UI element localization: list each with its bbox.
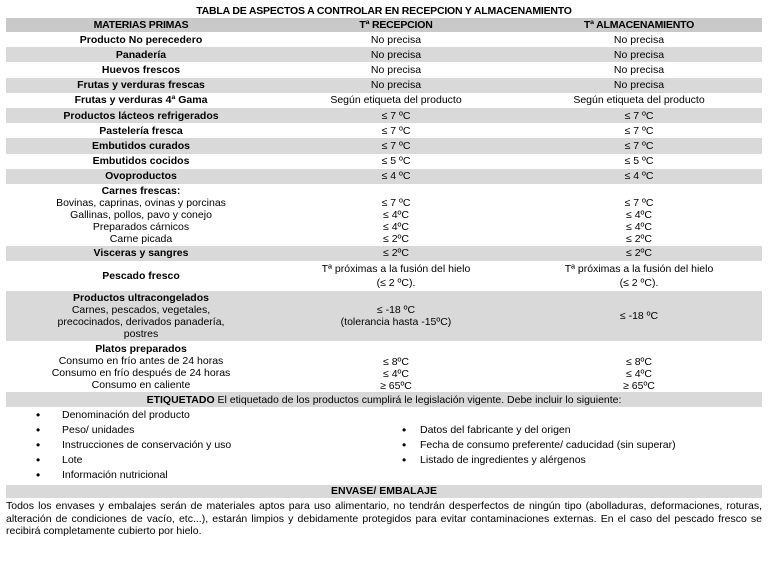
row-name: Huevos frescos	[6, 62, 276, 77]
carnes-value: ≤ 4ºC	[626, 208, 652, 221]
ultra-recepcion	[276, 291, 516, 341]
carnes-value: ≤ 7 ºC	[624, 196, 654, 209]
table-row	[6, 78, 762, 93]
ultra-recepcion-l2: (tolerancia hasta -15ºC)	[340, 316, 452, 329]
etiquetado-left-column	[6, 408, 386, 483]
table-row-pescado	[6, 261, 762, 291]
list-item: • Información nutricional	[36, 468, 386, 483]
row-almacenamiento: No precisa	[516, 47, 762, 62]
row-name: Embutidos curados	[6, 138, 276, 153]
carnes-value: ≤ 2ºC	[383, 232, 409, 245]
carnes-value: ≤ 4ºC	[383, 208, 409, 221]
row-almacenamiento: ≤ 7 ºC	[516, 138, 762, 153]
row-recepcion: No precisa	[276, 32, 516, 47]
header-recepcion: Tª RECEPCION	[276, 18, 516, 32]
row-name: Embutidos cocidos	[6, 154, 276, 169]
carnes-item: Preparados cárnicos	[92, 220, 190, 233]
platos-value: ≤ 4ºC	[383, 367, 409, 380]
list-item: • Datos del fabricante y del origen	[402, 423, 676, 438]
platos-item: Consumo en caliente	[91, 379, 191, 392]
row-recepcion: ≤ 7 ºC	[276, 138, 516, 153]
table-row	[6, 246, 762, 261]
carnes-names	[6, 184, 276, 246]
pescado-almacenamiento	[516, 261, 762, 291]
carnes-value: ≤ 4ºC	[383, 220, 409, 233]
pescado-almacenamiento-l2: (≤ 2 ºC).	[619, 277, 659, 290]
header-materias: MATERIAS PRIMAS	[6, 18, 276, 32]
row-name: Ovoproductos	[6, 169, 276, 184]
row-name: Pescado fresco	[6, 261, 276, 291]
row-almacenamiento: ≤ 5 ºC	[516, 154, 762, 169]
row-name: Frutas y verduras 4ª Gama	[6, 93, 276, 108]
header-almacenamiento: Tª ALMACENAMIENTO	[516, 18, 762, 32]
platos-value: ≤ 8ºC	[626, 355, 652, 368]
header-row	[6, 18, 762, 32]
row-name: Productos lácteos refrigerados	[6, 108, 276, 123]
row-recepcion: ≤ 7 ºC	[276, 123, 516, 138]
temperature-table	[6, 4, 762, 407]
row-name: Visceras y sangres	[6, 246, 276, 261]
etiquetado-row	[6, 392, 762, 407]
row-recepcion: No precisa	[276, 62, 516, 77]
pescado-almacenamiento-l1: Tª próximas a la fusión del hielo	[564, 263, 714, 276]
row-almacenamiento: No precisa	[516, 78, 762, 93]
platos-value: ≥ 65ºC	[623, 379, 655, 392]
pescado-recepcion-l1: Tª próximas a la fusión del hielo	[321, 263, 471, 276]
carnes-value: ≤ 4ºC	[626, 220, 652, 233]
table-row	[6, 62, 762, 77]
etiquetado-right-column	[386, 408, 762, 483]
row-recepcion: ≤ 5 ºC	[276, 154, 516, 169]
platos-almacenamiento	[516, 341, 762, 392]
document	[6, 4, 762, 538]
etiquetado-intro	[6, 392, 762, 407]
platos-item: Consumo en frío antes de 24 horas	[58, 355, 224, 368]
platos-value: ≤ 8ºC	[383, 355, 409, 368]
table-row	[6, 93, 762, 108]
etiquetado-label: ETIQUETADO	[146, 393, 215, 406]
carnes-item: Gallinas, pollos, pavo y conejo	[70, 208, 212, 221]
pescado-recepcion	[276, 261, 516, 291]
platos-value: ≤ 4ºC	[626, 367, 652, 380]
platos-item: Consumo en frío después de 24 horas	[51, 367, 231, 380]
carnes-heading: Carnes frescas:	[101, 184, 181, 197]
etiquetado-list	[6, 407, 762, 485]
table-row	[6, 138, 762, 153]
table-title-row	[6, 4, 762, 18]
list-item: • Listado de ingredientes y alérgenos	[402, 453, 676, 468]
row-name: Producto No perecedero	[6, 32, 276, 47]
row-almacenamiento: ≤ 2ºC	[516, 246, 762, 261]
envase-text: Todos los envases y embalajes serán de materiales aptos para uso alimentario, no tendrán desperfectos de ningún tipo (abolladuras, deformaciones, roturas, alteración de condiciones de vacío, etc...), estarán limpios y debidamente protegidos para evitar contaminaciones externas. En el caso del pescado fresco se recibirá completamente cubierto por hielo.	[6, 500, 762, 538]
platos-names	[6, 341, 276, 392]
table-row-platos	[6, 341, 762, 392]
row-almacenamiento: No precisa	[516, 62, 762, 77]
list-item: • Instrucciones de conservación y uso	[36, 438, 386, 453]
row-recepcion: Según etiqueta del producto	[276, 93, 516, 108]
row-recepcion: No precisa	[276, 78, 516, 93]
pescado-recepcion-l2: (≤ 2 ºC).	[376, 277, 416, 290]
table-row	[6, 47, 762, 62]
envase-heading: ENVASE/ EMBALAJE	[6, 485, 762, 498]
row-name: Pastelería fresca	[6, 123, 276, 138]
carnes-value: ≤ 7 ºC	[381, 196, 411, 209]
carnes-item: Bovinas, caprinas, ovinas y porcinas	[56, 196, 226, 209]
platos-heading: Platos preparados	[95, 343, 187, 356]
row-almacenamiento: ≤ 4 ºC	[516, 169, 762, 184]
list-item: • Peso/ unidades	[36, 423, 386, 438]
row-almacenamiento: No precisa	[516, 32, 762, 47]
ultra-almacenamiento: ≤ -18 ºC	[516, 291, 762, 341]
row-almacenamiento: Según etiqueta del producto	[516, 93, 762, 108]
row-recepcion: ≤ 4 ºC	[276, 169, 516, 184]
list-item: • Lote	[36, 453, 386, 468]
row-name: Panadería	[6, 47, 276, 62]
carnes-recepcion	[276, 184, 516, 246]
platos-value: ≥ 65ºC	[380, 379, 412, 392]
row-recepcion: No precisa	[276, 47, 516, 62]
list-item: • Fecha de consumo preferente/ caducidad (sin superar)	[402, 438, 676, 453]
carnes-value: ≤ 2ºC	[626, 232, 652, 245]
table-row	[6, 123, 762, 138]
row-recepcion: ≤ 7 ºC	[276, 108, 516, 123]
table-title: TABLA DE ASPECTOS A CONTROLAR EN RECEPCION Y ALMACENAMIENTO	[196, 5, 572, 17]
platos-recepcion	[276, 341, 516, 392]
ultra-line: precocinados, derivados panadería,	[57, 316, 225, 329]
row-recepcion: ≤ 2ºC	[276, 246, 516, 261]
etiquetado-text: El etiquetado de los productos cumplirá le legislación vigente. Debe incluir lo siguiente:	[214, 393, 622, 406]
ultra-line: postres	[123, 328, 159, 341]
ultra-line: Carnes, pescados, vegetales,	[71, 304, 211, 317]
list-item: • Denominación del producto	[36, 408, 386, 423]
row-almacenamiento: ≤ 7 ºC	[516, 123, 762, 138]
row-name: Frutas y verduras frescas	[6, 78, 276, 93]
ultra-recepcion-l1: ≤ -18 ºC	[376, 304, 416, 317]
table-row-carnes	[6, 184, 762, 246]
ultra-heading: Productos ultracongelados	[73, 292, 209, 305]
carnes-item: Carne picada	[109, 232, 173, 245]
table-row	[6, 154, 762, 169]
table-row	[6, 108, 762, 123]
table-row	[6, 32, 762, 47]
ultra-names	[6, 291, 276, 341]
table-row-ultra	[6, 291, 762, 341]
row-almacenamiento: ≤ 7 ºC	[516, 108, 762, 123]
carnes-almacenamiento	[516, 184, 762, 246]
table-row	[6, 169, 762, 184]
